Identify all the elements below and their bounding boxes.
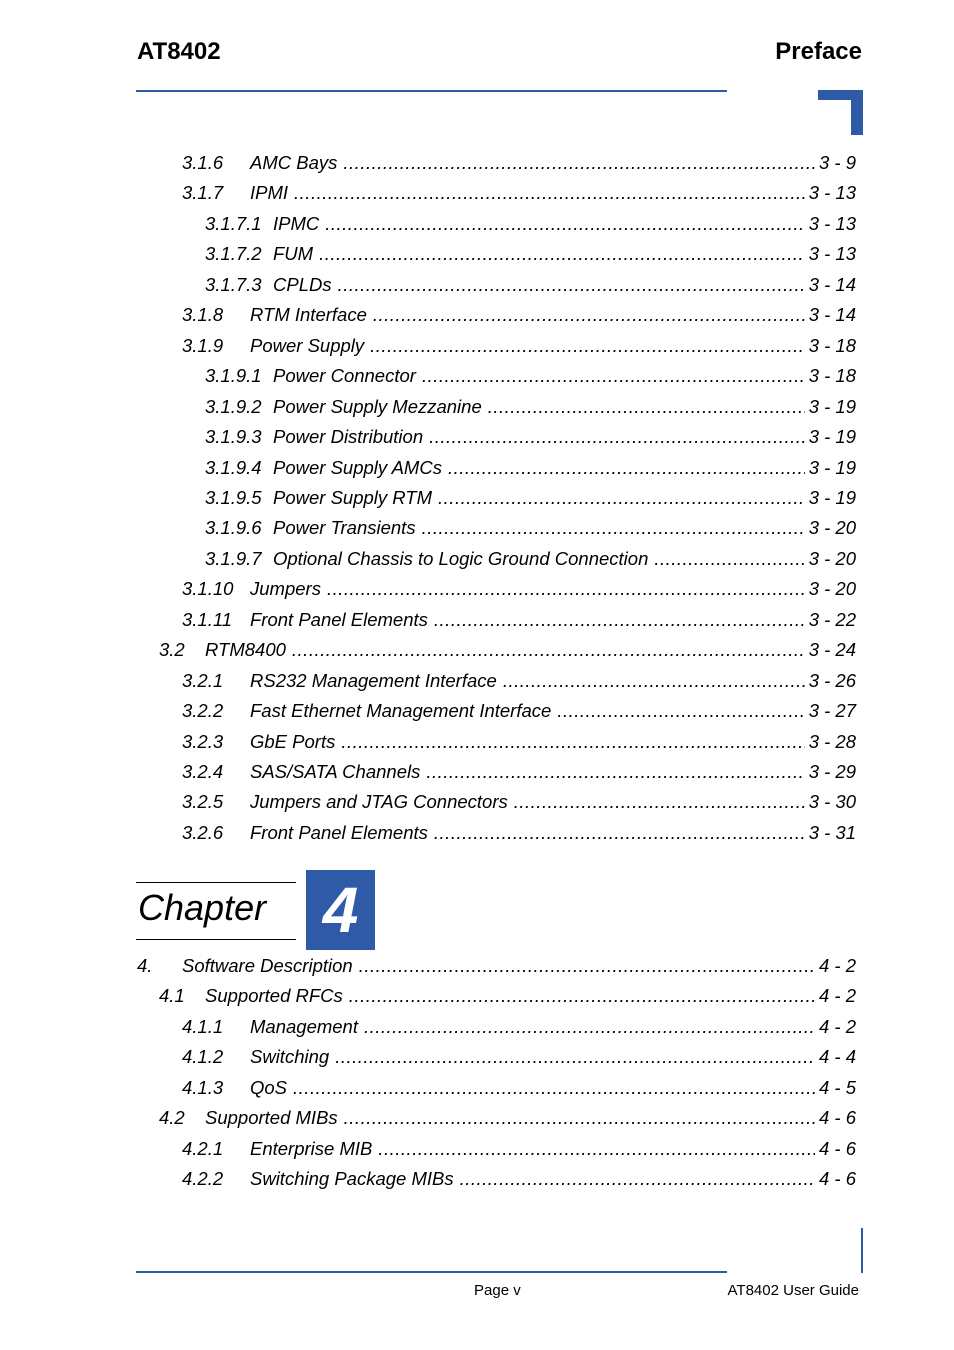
toc-entry-number: 3.2.4 — [182, 761, 224, 782]
toc-entry-page: 3 - 19 — [808, 486, 856, 508]
toc-leader-dots — [426, 761, 804, 783]
toc-entry-page: 3 - 18 — [808, 365, 856, 387]
toc-entry-title: Optional Chassis to Logic Ground Connection — [273, 547, 649, 569]
toc-entry-title: Jumpers and JTAG Connectors — [250, 791, 508, 813]
toc-leader-dots — [422, 517, 805, 539]
toc-entry-number: 3.1.9.1 — [205, 365, 262, 387]
toc-entry-page: 3 - 20 — [808, 517, 856, 539]
toc-entry[interactable] — [159, 639, 856, 665]
chapter-word: Chapter — [138, 887, 267, 928]
toc-entry-page: 3 - 27 — [808, 700, 856, 722]
toc-entry-page: 3 - 20 — [808, 547, 856, 569]
footer-corner-mark — [861, 1228, 863, 1273]
toc-leader-dots — [293, 1077, 815, 1099]
toc-leader-dots — [429, 426, 805, 448]
toc-entry-title: Switching Package MIBs — [250, 1168, 454, 1190]
toc-entry-page: 3 - 9 — [818, 152, 856, 173]
toc-entry-number: 4.1.2 — [182, 1046, 224, 1068]
footer-guide-title: AT8402 User Guide — [727, 1282, 859, 1299]
toc-entry[interactable] — [182, 1016, 856, 1042]
toc-entry-title: QoS — [250, 1076, 288, 1098]
header-product: AT8402 — [137, 38, 221, 65]
toc-entry-title: Power Connector — [273, 365, 416, 387]
toc-entry-title: Supported RFCs — [205, 985, 343, 1007]
toc-entry-number: 3.1.9.2 — [205, 395, 262, 417]
toc-leader-dots — [364, 1016, 815, 1038]
toc-entry-number: 4.1.3 — [182, 1076, 224, 1098]
toc-entry[interactable] — [205, 396, 856, 422]
toc-leader-dots — [434, 609, 805, 631]
toc-entry-number: 4.1 — [159, 985, 185, 1007]
toc-entry[interactable] — [182, 335, 856, 361]
toc-entry[interactable] — [182, 182, 856, 208]
toc-entry-number: 3.1.8 — [182, 304, 224, 326]
toc-leader-dots — [654, 548, 804, 570]
toc-leader-dots — [503, 670, 805, 692]
toc-leader-dots — [359, 955, 815, 977]
toc-entry[interactable] — [182, 1168, 856, 1194]
toc-entry-number: 3.1.7.1 — [205, 212, 262, 234]
toc-entry-title: Supported MIBs — [205, 1107, 338, 1129]
toc-entry-title: Power Supply RTM — [273, 486, 433, 508]
toc-entry-page: 3 - 14 — [808, 304, 856, 326]
toc-entry-title: RS232 Management Interface — [250, 669, 497, 691]
toc-entry-title: FUM — [273, 243, 314, 265]
toc-entry-number: 4.2.1 — [182, 1137, 224, 1159]
toc-entry-title: RTM Interface — [250, 304, 367, 326]
toc-entry-title: Front Panel Elements — [250, 608, 428, 630]
toc-leader-dots — [557, 700, 804, 722]
toc-entry-number: 3.2.2 — [182, 700, 224, 722]
toc-leader-dots — [327, 578, 805, 600]
toc-entry-page: 4 - 4 — [818, 1046, 856, 1068]
toc-leader-dots — [448, 457, 805, 479]
toc-leader-dots — [319, 243, 805, 265]
toc-entry[interactable] — [205, 365, 856, 391]
toc-entry[interactable] — [205, 274, 856, 300]
toc-leader-dots — [349, 985, 815, 1007]
toc-leader-dots — [344, 1107, 815, 1129]
toc-entry-number: 3.1.9.6 — [205, 517, 262, 539]
toc-entry-title: SAS/SATA Channels — [250, 761, 421, 782]
toc-leader-dots — [325, 213, 804, 235]
toc-leader-dots — [460, 1168, 815, 1190]
toc-leader-dots — [488, 396, 805, 418]
toc-entry-title: Management — [250, 1015, 358, 1037]
toc-entry-page: 3 - 18 — [808, 334, 856, 356]
toc-entry-page: 3 - 24 — [808, 639, 856, 661]
toc-entry[interactable] — [182, 670, 856, 696]
toc-entry-title: Jumpers — [250, 578, 321, 600]
toc-leader-dots — [422, 365, 805, 387]
toc-entry-page: 3 - 19 — [808, 456, 856, 478]
toc-entry[interactable] — [182, 152, 856, 178]
toc-entry-page: 3 - 31 — [808, 821, 856, 843]
toc-entry-title: RTM8400 — [205, 639, 286, 661]
toc-entry[interactable] — [182, 1138, 856, 1164]
toc-entry[interactable] — [205, 243, 856, 269]
toc-entry-number: 3.1.7.2 — [205, 243, 262, 265]
toc-entry[interactable] — [182, 609, 856, 635]
toc-entry-page: 4 - 5 — [818, 1076, 856, 1098]
toc-entry-page: 3 - 30 — [808, 791, 856, 813]
toc-entry-number: 3.1.9 — [182, 334, 224, 356]
toc-entry-page: 3 - 29 — [808, 761, 856, 782]
toc-entry[interactable] — [205, 487, 856, 513]
toc-entry[interactable] — [205, 426, 856, 452]
chapter-rule-bottom — [136, 939, 296, 940]
toc-leader-dots — [335, 1046, 815, 1068]
toc-leader-dots — [341, 731, 804, 753]
toc-entry-page: 3 - 19 — [808, 426, 856, 448]
toc-leader-dots — [294, 182, 805, 204]
toc-entry-title: Power Transients — [273, 517, 416, 539]
toc-entry-number: 3.1.10 — [182, 578, 234, 600]
toc-entry-page: 3 - 13 — [808, 212, 856, 234]
toc-entry-number: 4.2.2 — [182, 1168, 224, 1190]
header-corner-mark-vertical — [851, 90, 863, 135]
toc-entry-page: 3 - 26 — [808, 669, 856, 691]
toc-entry-title: Power Supply Mezzanine — [273, 395, 482, 417]
toc-entry[interactable] — [137, 955, 856, 981]
header-rule — [136, 90, 727, 92]
toc-entry-page: 4 - 6 — [818, 1107, 856, 1129]
toc-entry-title: Power Supply — [250, 334, 365, 356]
toc-entry[interactable] — [182, 700, 856, 726]
toc-entry-page: 3 - 20 — [808, 578, 856, 600]
toc-leader-dots — [343, 152, 815, 174]
toc-leader-dots — [438, 487, 805, 509]
toc-entry[interactable] — [182, 822, 856, 848]
toc-entry-page: 4 - 6 — [818, 1137, 856, 1159]
toc-entry[interactable] — [182, 1046, 856, 1072]
toc-entry[interactable] — [205, 457, 856, 483]
toc-entry-number: 3.1.9.7 — [205, 547, 262, 569]
toc-leader-dots — [292, 639, 805, 661]
toc-leader-dots — [370, 335, 805, 357]
toc-entry-title: Software Description — [182, 955, 353, 976]
toc-entry-number: 3.1.9.5 — [205, 486, 262, 508]
toc-entry-page: 4 - 2 — [818, 955, 856, 976]
toc-entry-title: Enterprise MIB — [250, 1137, 373, 1159]
toc-entry-number: 4.1.1 — [182, 1015, 224, 1037]
toc-entry[interactable] — [182, 1077, 856, 1103]
toc-entry-number: 4.2 — [159, 1107, 185, 1129]
toc-entry[interactable] — [182, 761, 856, 787]
toc-entry-page: 4 - 2 — [818, 985, 856, 1007]
toc-entry-number: 3.2.6 — [182, 821, 224, 843]
toc-entry-page: 4 - 2 — [818, 1015, 856, 1037]
toc-entry-number: 3.2 — [159, 639, 185, 661]
toc-entry-number: 3.1.9.4 — [205, 456, 262, 478]
toc-entry-page: 3 - 28 — [808, 730, 856, 752]
toc-entry-title: GbE Ports — [250, 730, 336, 752]
toc-entry-number: 3.1.7.3 — [205, 273, 262, 295]
toc-entry[interactable] — [182, 578, 856, 604]
toc-entry-page: 3 - 13 — [808, 243, 856, 265]
toc-entry-number: 3.2.5 — [182, 791, 224, 813]
toc-entry-number: 3.1.9.3 — [205, 426, 262, 448]
toc-entry[interactable] — [159, 1107, 856, 1133]
toc-entry-number: 3.1.7 — [182, 182, 224, 204]
toc-entry-title: IPMI — [250, 182, 289, 204]
toc-entry-number: 3.1.11 — [182, 608, 233, 630]
toc-leader-dots — [378, 1138, 815, 1160]
toc-entry[interactable] — [205, 548, 856, 574]
chapter-rule-top — [136, 882, 296, 883]
toc-entry-number: 3.2.3 — [182, 730, 224, 752]
toc-entry-number: 3.1.6 — [182, 152, 224, 173]
footer-page-number: Page v — [474, 1282, 521, 1299]
toc-entry-page: 3 - 13 — [808, 182, 856, 204]
toc-entry-title: Power Distribution — [273, 426, 424, 448]
toc-entry[interactable] — [182, 304, 856, 330]
toc-entry-page: 4 - 6 — [818, 1168, 856, 1190]
toc-entry[interactable] — [182, 731, 856, 757]
toc-entry-title: Power Supply AMCs — [273, 456, 442, 478]
toc-entry-title: Switching — [250, 1046, 330, 1068]
toc-entry-title: Fast Ethernet Management Interface — [250, 700, 552, 722]
toc-leader-dots — [434, 822, 805, 844]
toc-entry-title: IPMC — [273, 212, 320, 234]
toc-entry-number: 4. — [137, 955, 153, 976]
toc-entry-title: CPLDs — [273, 273, 332, 295]
toc-leader-dots — [338, 274, 805, 296]
chapter-number-box: 4 — [306, 870, 375, 950]
toc-entry[interactable] — [205, 517, 856, 543]
toc-entry-number: 3.2.1 — [182, 669, 224, 691]
toc-entry[interactable] — [159, 985, 856, 1011]
toc-entry-page: 3 - 14 — [808, 273, 856, 295]
toc-entry-title: Front Panel Elements — [250, 821, 428, 843]
toc-entry[interactable] — [182, 791, 856, 817]
toc-entry-page: 3 - 22 — [808, 608, 856, 630]
toc-entry[interactable] — [205, 213, 856, 239]
toc-leader-dots — [514, 791, 805, 813]
toc-leader-dots — [373, 304, 805, 326]
toc-entry-title: AMC Bays — [250, 152, 338, 173]
header-section: Preface — [775, 38, 862, 65]
toc-entry-page: 3 - 19 — [808, 395, 856, 417]
footer-rule — [136, 1271, 727, 1273]
chapter-heading — [136, 870, 376, 950]
